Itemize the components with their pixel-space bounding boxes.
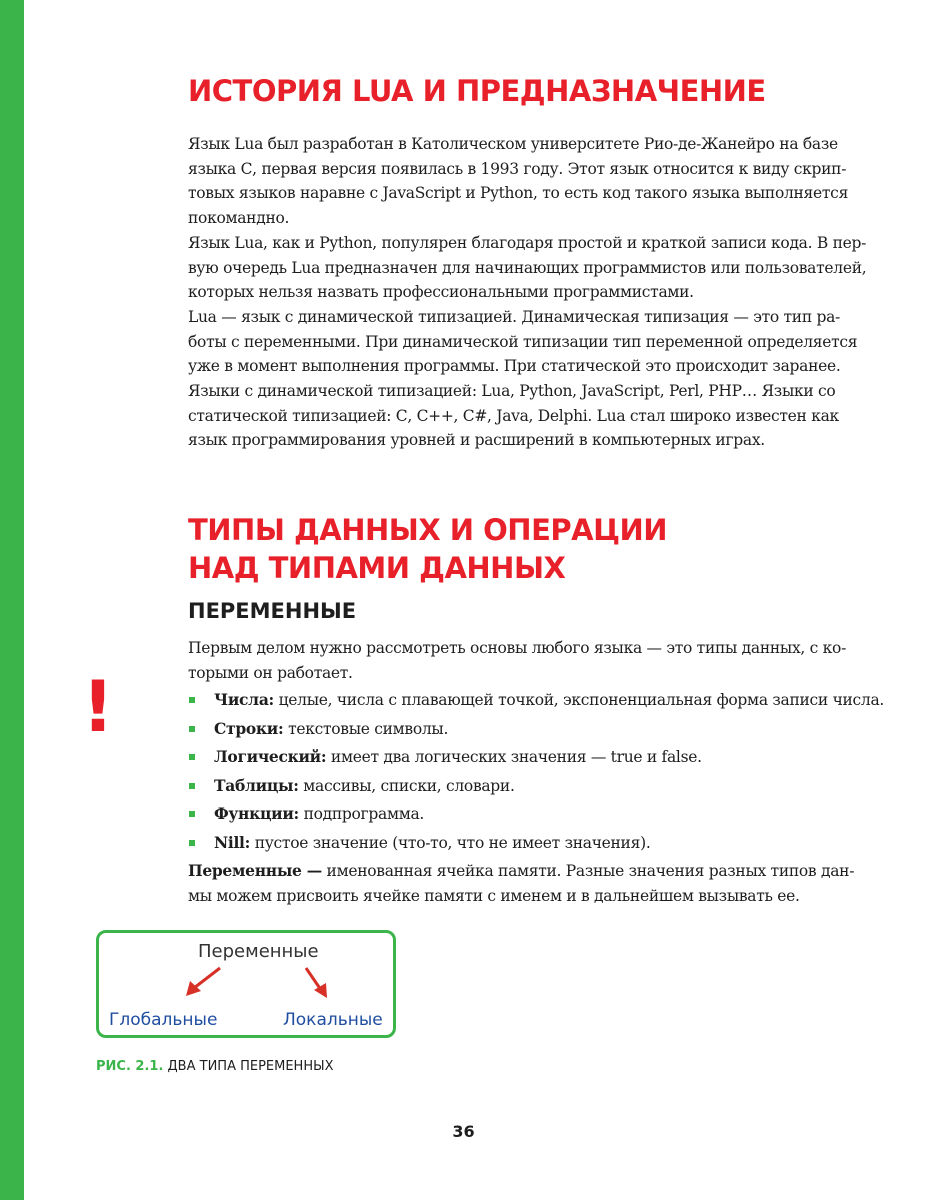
figure-caption xyxy=(96,1059,334,1074)
definition-term: Переменные — xyxy=(188,861,322,880)
text-line: язык программирования уровней и расширений в компьютерных играх. xyxy=(188,431,765,449)
diagram-node-global: Глобальные xyxy=(109,1010,218,1030)
bullet-text: пустое значение (что-то, что не имеет значения). xyxy=(250,833,651,852)
text-line: которых нельзя назвать профессиональными программистами. xyxy=(188,283,694,301)
diagram-node-local: Локальные xyxy=(283,1010,383,1030)
text-line: Lua — язык с динамической типизацией. Динамическая типизация — это тип ра- xyxy=(188,308,840,326)
figure-caption-text: ДВА ТИПА ПЕРЕМЕННЫХ xyxy=(163,1059,334,1074)
bullet-term: Строки: xyxy=(214,718,284,738)
list-item xyxy=(188,800,878,829)
page-number: 36 xyxy=(452,1122,475,1141)
text-line: языка С, первая версия появилась в 1993 году. Этот язык относится к виду скрип- xyxy=(188,159,847,178)
text-line: торыми он работает. xyxy=(188,663,353,682)
diagram-node-variables: Переменные xyxy=(198,941,319,962)
bullet-term: Таблицы: xyxy=(214,775,299,795)
list-item xyxy=(188,715,878,744)
text-line: покомандно. xyxy=(188,208,290,227)
text-line: уже в момент выполнения программы. При статической это происходит заранее. xyxy=(188,357,841,375)
paragraph-intro xyxy=(188,636,868,685)
paragraph-history-4 xyxy=(188,379,868,453)
text-line: Языки с динамической типизацией: Lua, Python, JavaScript, Perl, PHP… Языки со xyxy=(188,382,836,400)
text-line: боты с переменными. При динамической типизации тип переменной определяется xyxy=(188,332,858,351)
paragraph-history-2 xyxy=(188,231,868,305)
arrow-left-icon xyxy=(186,968,220,996)
section-title-history: ИСТОРИЯ LUA И ПРЕДНАЗНАЧЕНИЕ xyxy=(188,74,766,108)
paragraph-variables-definition xyxy=(188,859,868,908)
bullet-text: целые, числа с плавающей точкой, экспоненциальная форма записи числа. xyxy=(273,691,885,709)
text-line: статической типизацией: С, С++, С#, Java, Delphi. Lua стал широко известен как xyxy=(188,406,839,425)
bullet-text: массивы, списки, словари. xyxy=(298,776,515,795)
bullet-square-icon xyxy=(189,811,195,817)
data-types-list xyxy=(188,686,885,858)
subsection-title-variables: ПЕРЕМЕННЫЕ xyxy=(188,599,357,623)
list-item xyxy=(188,772,878,801)
bullet-term: Логический: xyxy=(214,747,327,767)
bullet-square-icon xyxy=(189,726,195,732)
list-item xyxy=(188,686,885,715)
section-title-data-types xyxy=(188,511,667,587)
exclamation-mark: ! xyxy=(82,666,114,748)
bullet-term: Числа: xyxy=(214,690,274,709)
bullet-square-icon xyxy=(189,754,195,760)
title-line: НАД ТИПАМИ ДАННЫХ xyxy=(188,551,566,585)
bullet-square-icon xyxy=(189,697,195,703)
figure-label: РИС. 2.1. xyxy=(96,1059,164,1074)
bullet-square-icon xyxy=(189,783,195,789)
list-item xyxy=(188,829,878,858)
paragraph-history-3 xyxy=(188,305,868,379)
bullet-term: Nill: xyxy=(214,832,251,852)
paragraph-history-1 xyxy=(188,132,868,230)
text-line: мы можем присвоить ячейке памяти с именем и в дальнейшем вызывать ее. xyxy=(188,886,800,905)
text-line: Первым делом нужно рассмотреть основы любого языка — это типы данных, с ко- xyxy=(188,639,847,657)
bullet-text: текстовые символы. xyxy=(283,719,449,738)
text-line: Язык Lua был разработан в Католическом университете Рио-де-Жанейро на базе xyxy=(188,135,838,153)
arrow-right-icon xyxy=(306,968,327,998)
bullet-square-icon xyxy=(189,840,195,846)
title-line: ТИПЫ ДАННЫХ И ОПЕРАЦИИ xyxy=(188,513,668,547)
bullet-term: Функции: xyxy=(214,804,299,824)
text-line: вую очередь Lua предназначен для начинающих программистов или пользователей, xyxy=(188,258,867,277)
definition-text: именованная ячейка памяти. Разные значения разных типов дан- xyxy=(321,862,855,880)
list-item xyxy=(188,743,878,772)
text-line xyxy=(188,859,868,884)
text-line: товых языков наравне с JavaScript и Python, то есть код такого языка выполняется xyxy=(188,184,849,202)
page-edge-bar xyxy=(0,0,24,1200)
bullet-text: имеет два логических значения — true и false. xyxy=(326,748,702,767)
bullet-text: подпрограмма. xyxy=(298,805,425,824)
text-line: Язык Lua, как и Python, популярен благодаря простой и краткой записи кода. В пер- xyxy=(188,234,867,252)
